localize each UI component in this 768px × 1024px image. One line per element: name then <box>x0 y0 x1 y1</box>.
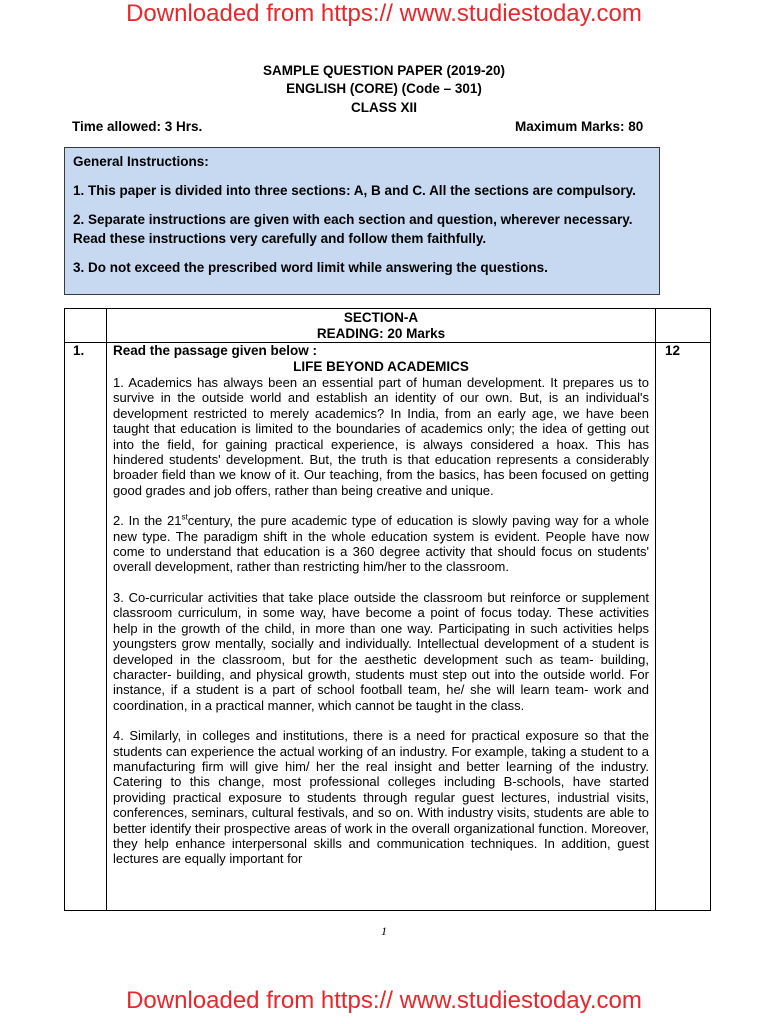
question-instruction: Read the passage given below : <box>113 343 318 358</box>
maximum-marks: Maximum Marks: 80 <box>515 119 644 134</box>
download-banner-bottom[interactable]: Downloaded from https:// www.studiestoday.com <box>126 987 642 1014</box>
question-marks: 12 <box>656 343 711 911</box>
passage-paragraph: 1. Academics has always been an essential part of human development. It prepares us to survive in the outside world and establish an identity of our own. But, is an individual's development restricted to merely academics? In India, from an early age, we have been taught that education is limited to the boundaries of academics only; the idea of getting out into the field, for gaining practical experience, is always considered a hoax. This has hindered students' development. But, the truth is that education represents a considerably broader field than we know of it. Our teaching, from the basics, has been focused on getting good grades and job offers, rather than being creative and unique. <box>113 375 649 498</box>
question-content <box>107 343 656 911</box>
paper-title: SAMPLE QUESTION PAPER (2019-20) <box>262 63 506 78</box>
section-header-left-cell <box>65 309 107 343</box>
instructions-heading: General Instructions: <box>73 154 209 169</box>
section-subtitle: READING: 20 Marks <box>316 326 446 341</box>
section-header-right-cell <box>656 309 711 343</box>
passage-paragraph: 3. Co-curricular activities that take place outside the classroom but reinforce or supplement classroom curriculum, in some way, have become a point of focus today. These activities help in the growth of the child, in more than one way. Participating in such activities helps youngsters grow mentally, socially and individually. Intellectual development of a student is developed in the classroom, but for the aesthetic development such as team- building, character- building, and physical growth, students must step out into the outside world. For instance, if a student is a part of school football team, he/ she will learn team- work and coordination, in a practical manner, which cannot be taught in the class. <box>113 589 649 713</box>
instruction-item: 2. Separate instructions are given with each section and question, wherever necessary. Read these instructions very carefully and follow them faithfully. <box>73 212 633 246</box>
paper-class: CLASS XII <box>350 100 417 115</box>
download-banner-top[interactable]: Downloaded from https:// www.studiestoday.com <box>126 0 642 27</box>
paper-subject: ENGLISH (CORE) (Code – 301) <box>286 81 482 96</box>
general-instructions-box <box>64 147 660 295</box>
passage-title: LIFE BEYOND ACADEMICS <box>293 359 469 374</box>
paragraph-text: 2. In the 21 <box>113 513 182 529</box>
instruction-item: 3. Do not exceed the prescribed word limit while answering the questions. <box>73 260 548 275</box>
instruction-item: 1. This paper is divided into three sections: A, B and C. All the sections are compulsory. <box>73 183 636 198</box>
superscript: st <box>181 512 188 522</box>
time-allowed: Time allowed: 3 Hrs. <box>72 119 203 134</box>
passage-paragraph <box>113 513 649 575</box>
section-header <box>107 309 656 343</box>
page-number: 1 <box>381 924 387 938</box>
paragraph-text: century, the pure academic type of education is slowly paving way for a whole new type. The paradigm shift in the whole education system is evident. People have now come to understand that education is a 360 degree activity that should focus on students' overall development, rather than restricting him/her to the classroom. <box>113 513 649 575</box>
passage-paragraph: 4. Similarly, in colleges and institutions, there is a need for practical exposure so that the students can experience the actual working of an industry. For example, taking a student to a manufacturing firm will give him/ her the real insight and better learning of the industry. Catering to this change, most professional colleges including B-schools, have started providing practical exposure to students through regular guest lectures, industrial visits, conferences, seminars, cultural festivals, and so on. With industry visits, students are able to better identify their prospective areas of work in the overall organizational function. Moreover, they help enhance interpersonal skills and communication techniques. In addition, guest lectures are equally important for <box>113 728 649 867</box>
question-number: 1. <box>65 343 107 911</box>
question-table <box>64 308 711 911</box>
section-name: SECTION-A <box>343 310 419 325</box>
